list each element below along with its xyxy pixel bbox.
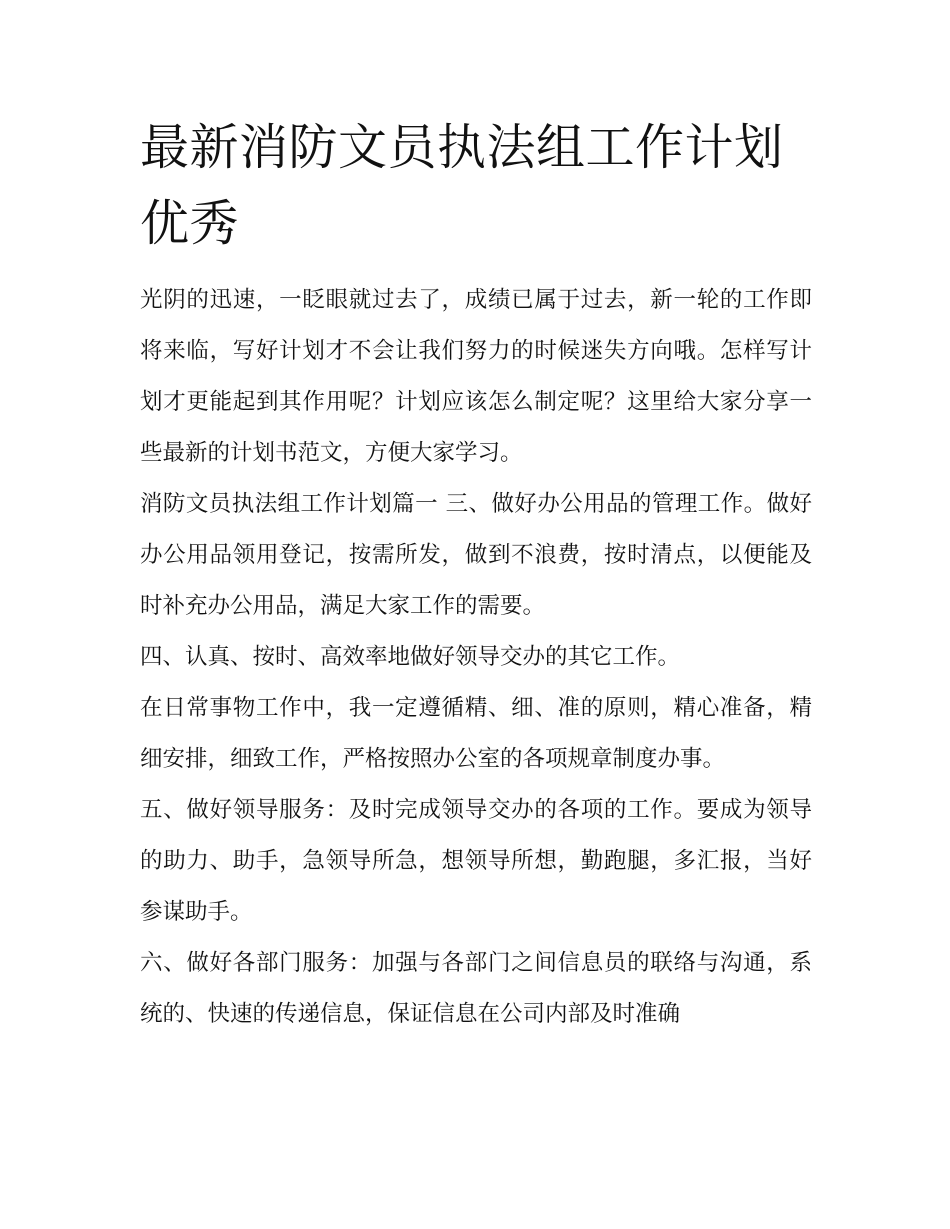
paragraph-section-three: 消防文员执法组工作计划篇一 三、做好办公用品的管理工作。做好办公用品领用登记，按需所发，做到不浪费，按时清点，以便能及时补充办公用品，满足大家工作的需要。 — [140, 491, 812, 619]
paragraph-daily-work: 在日常事物工作中，我一定遵循精、细、准的原则，精心准备，精细安排，细致工作，严格按照办公室的各项规章制度办事。 — [140, 695, 812, 772]
document-body — [140, 275, 812, 1040]
paragraph-section-four: 四、认真、按时、高效率地做好领导交办的其它工作。 — [140, 644, 681, 670]
paragraph-intro: 光阴的迅速，一眨眼就过去了，成绩已属于过去，新一轮的工作即将来临，写好计划才不会让我们努力的时候迷失方向哦。怎样写计划才更能起到其作用呢？计划应该怎么制定呢？这里给大家分享一些最新的计划书范文，方便大家学习。 — [140, 287, 812, 466]
paragraph-section-five: 五、做好领导服务：及时完成领导交办的各项的工作。要成为领导的助力、助手，急领导所急，想领导所想，勤跑腿，多汇报，当好参谋助手。 — [140, 797, 812, 925]
document-title: 最新消防文员执法组工作计划优秀 — [140, 119, 784, 252]
paragraph-section-six: 六、做好各部门服务：加强与各部门之间信息员的联络与沟通，系统的、快速的传递信息，保证信息在公司内部及时准确 — [140, 950, 812, 1027]
